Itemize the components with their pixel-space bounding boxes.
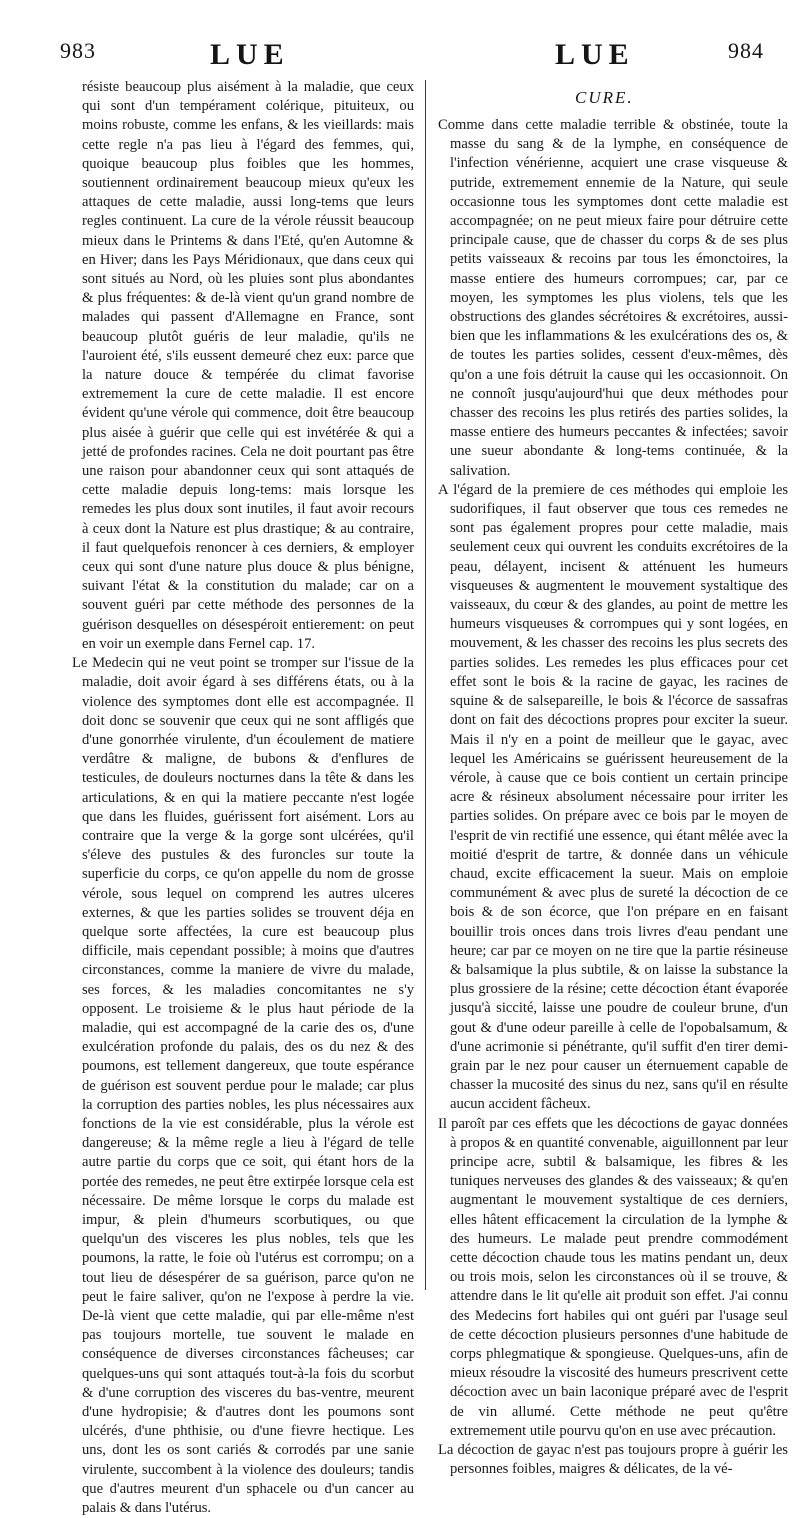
right-paragraph-3: Il paroît par ces effets que les décoctions de gayac données à propos & en quantité convenable, aiguillonnent par leur principe acre, subtil & balsamique, les fibres & les tuniques nerveuses des glandes & des vaisseaux; & qu'en augmentant le mouvement systaltique de ces derniers, elles hâtent efficacement la circulation de la lymphe & des humeurs. Le malade peut prendre commodément cette décoction chaude tous les matins pendant un, deux ou trois mois, selon les circonstances où il se trouve, & attendre dans le lit qu'elle ait produit son effet. J'ai connu des Medecins fort habiles qui ont guéri par l'usage seul de cette décoction plusieurs personnes d'une habitude de corps phlegmatique & spongieuse. Quelques-uns, afin de mieux résoudre la viscosité des humeurs prescrivent cette décoction avec un bain laconique préparé avec de l'esprit de vin allumé. Cette méthode ne peut qu'être extremement utile pourvu qu'on en use avec précaution. bbox=[438, 1115, 788, 1439]
cure-section-heading: CURE. bbox=[575, 88, 634, 107]
page-number-right: 984 bbox=[728, 38, 764, 63]
right-paragraph-1: Comme dans cette maladie terrible & obstinée, toute la masse du sang & de la lymphe, en conséquence de l'infection vénérienne, acquiert une crase visqueuse & putride, extremement ennemie de la Nature, qui seule occasionne tous les symptomes dont cette maladie est accompagnée; on ne peut mieux faire pour détruire cette principale cause, que de chasser du corps & de ses plus petits vaisseaux & recoins par tous les émonctoires, la masse entiere des humeurs corrompues; car, par ce moyen, les symptomes les plus violens, tels que les obstructions des glandes sécrétoires & excrétoires, aussi-bien que les inflammations & les exulcérations des os, & de toutes les parties solides, cessent d'eux-mêmes, dès qu'on a une fois détruit la cause qui les occasionnoit. On ne connoît jusqu'aujourd'hui que deux méthodes pour chasser des recoins les plus retirés des parties solides, la masse entiere des humeurs peccantes & infectées; savoir une sueur abondante & long-tems continuée, & la salivation. bbox=[438, 117, 788, 479]
left-paragraph-1: résiste beaucoup plus aisément à la maladie, que ceux qui sont d'un tempérament colérique, pituiteux, ou moins robuste, comme les enfans, & les vieillards: mais cette regle n'a pas lieu à l'égard des femmes, qui, quoique beaucoup plus foibles que les hommes, soutiennent ordinairement beaucoup mieux qu'eux les attaques de cette maladie, aussi long-tems que leurs regles continuent. La cure de la vérole réussit beaucoup mieux dans le Printems & dans l'Eté, qu'en Automne & en Hiver; dans les Pays Méridionaux, que dans ceux qui sont situés au Nord, où les pluies sont plus abondantes & plus fréquentes: & de-là vient qu'un grand nombre de malades qui passent d'Allemagne en France, sont beaucoup plutôt guéris de leur maladie, qu'ils ne l'auroient été, s'ils eussent demeuré chez eux: parce que la nature douce & tempérée du climat favorise extremement la cure de cette maladie. Il est encore évident qu'une vérole qui commence, doit être beaucoup plus aisée à guérir que celle qui est invétérée & qui a jetté de profondes racines. Cela ne doit pourtant pas être une raison pour abandonner ceux qui sont attaqués de cette maladie depuis long-tems: mais lorsque les remedes les plus doux sont inutiles, il faut avoir recours à ceux dont la Nature est plus drastique; & au contraire, il faut quelquefois renoncer à ces derniers, & employer ceux qui sont d'une nature plus douce & plus bénigne, suivant l'état & la constitution du malade; car on a souvent guéri par cette méthode des personnes de la guérison desquelles on désespéroit entierement: on peut en voir un exemple dans Fernel cap. 17. bbox=[82, 79, 414, 652]
right-paragraph-2: A l'égard de la premiere de ces méthodes qui emploie les sudorifiques, il faut observer que tous ces remedes ne sont pas également propres pour cette maladie, mais seulement ceux qui ouvrent les conduits excrétoires de la peau, délayent, incisent & atténuent les humeurs visqueuses & augmentent le mouvement systaltique des vaisseaux, du cœur & des glandes, au point de mettre les humeurs visqueuses & corrompues qui y sont logées, en mouvement, & les chasser des recoins les plus secrets des parties solides. Les remedes les plus efficaces pour cet effet sont le bois & la racine de gayac, les racines de squine & de salsepareille, le bois & l'écorce de sassafras dont on fait des décoctions propres pour exciter la sueur. Mais il n'y en a point de meilleur que le gayac, avec lequel les Américains se guérissent heureusement de la vérole, à cause que ce bois contient un certain principe acre & résineux absolument nécessaire pour irriter les parties solides. On prépare avec ce bois par le moyen de l'esprit de vin rectifié une essence, qui étant mêlée avec la moitié d'esprit de tartre, & donnée dans un véhicule chaud, excite efficacement la sueur. Mais on emploie communément & avec plus de sureté la décoction de ce bois & de son écorce, que l'on prépare en en faisant bouillir trois onces dans trois livres d'eau pendant une heure; car par ce moyen on ne tire que la partie résineuse & balsamique la plus subtile, & on laisse la substance la plus grossiere de la résine; cette décoction étant évaporée jusqu'à siccité, laisse une poudre de couleur brune, d'un gout & d'une odeur pareille à celle de l'opobalsamum, & d'une acrimonie si pénétrante, qu'il suffit d'en tirer demi-grain par le nez pour causer un éternuement capable de chasser la mucosité des sinus du nez, sans qu'il en résulte aucun accident fâcheux. bbox=[438, 481, 788, 1113]
left-paragraph-2: Le Medecin qui ne veut point se tromper sur l'issue de la maladie, doit avoir égard à ses différens états, ou à la violence des symptomes dont elle est accompagnée. Il doit donc se souvenir que ceux qui ne sont affligés que d'une gonorrhée virulente, d'un écoulement de matiere verdâtre & maligne, de bubons & d'enflures de testicules, de douleurs nocturnes dans la tête & dans les articulations, & en qui la matiere peccante n'est logée que dans les fluides, guérissent fort aisément. Lors au contraire que la verge & la gorge sont ulcérées, qu'il s'éleve des pustules & des furoncles sur toute la superficie du corps, ce qu'on appelle du nom de grosse vérole, sous lequel on comprend les autres ulceres externes, & que les parties solides se trouvent déja en quelque sorte affectées, la cure est beaucoup plus difficile, mais cependant possible; à moins que d'autres circonstances, comme la maniere de vivre du malade, ses forces, & les maladies concomitantes ne s'y opposent. Le troisieme & le plus haut période de la maladie, qui est accompagné de la carie des os, d'une exulcération profonde du palais, des os du nez & des poumons, est tellement dangereux, que toute espérance de guérison est souvent perdue pour le malade; car plus la corruption des parties nobles, les plus nécessaires aux fonctions de la vie est considérable, plus la vérole est dangereuse; & la même regle a lieu à l'égard de telle autre partie du corps que ce soit, qui étant hors de la portée des remedes, ne peut être extirpée lorsque cela est nécessaire. De même lorsque le corps du malade est impur, & plein d'humeurs scorbutiques, ou que quelqu'un des visceres les plus nobles, tels que les poumons, la ratte, le foie où l'utérus est corrompu; on a tout lieu de désespérer de sa guérison, parce qu'on ne peut le faire saliver, qu'on ne l'expose à perdre la vie. De-là vient que cette maladie, qui par elle-même n'est pas toujours mortelle, tue souvent le malade en conséquence de diverses circonstances fâcheuses; car quelques-uns qui sont attaqués tout-à-la fois du scorbut & d'une corruption des visceres du bas-ventre, meurent d'une hydropisie; & d'autres dont les poumons sont ulcérés, d'une phthisie, ou d'une fievre hectique. Les uns, dont les os sont cariés & corrodés par une sanie virulente, succombent à la violence des douleurs; tandis que d'autres meurent d'un sphacele ou d'un cancer au palais & dans l'utérus. bbox=[72, 655, 414, 1517]
right-column bbox=[438, 116, 788, 1478]
column-divider bbox=[425, 80, 426, 1290]
page-number-left: 983 bbox=[60, 38, 96, 63]
left-column bbox=[72, 78, 414, 1517]
running-head-left: LUE bbox=[210, 38, 290, 71]
running-head-right: LUE bbox=[555, 38, 635, 71]
right-paragraph-4: La décoction de gayac n'est pas toujours propre à guérir les personnes foibles, maigres & délicates, de la vé- bbox=[438, 1442, 788, 1478]
